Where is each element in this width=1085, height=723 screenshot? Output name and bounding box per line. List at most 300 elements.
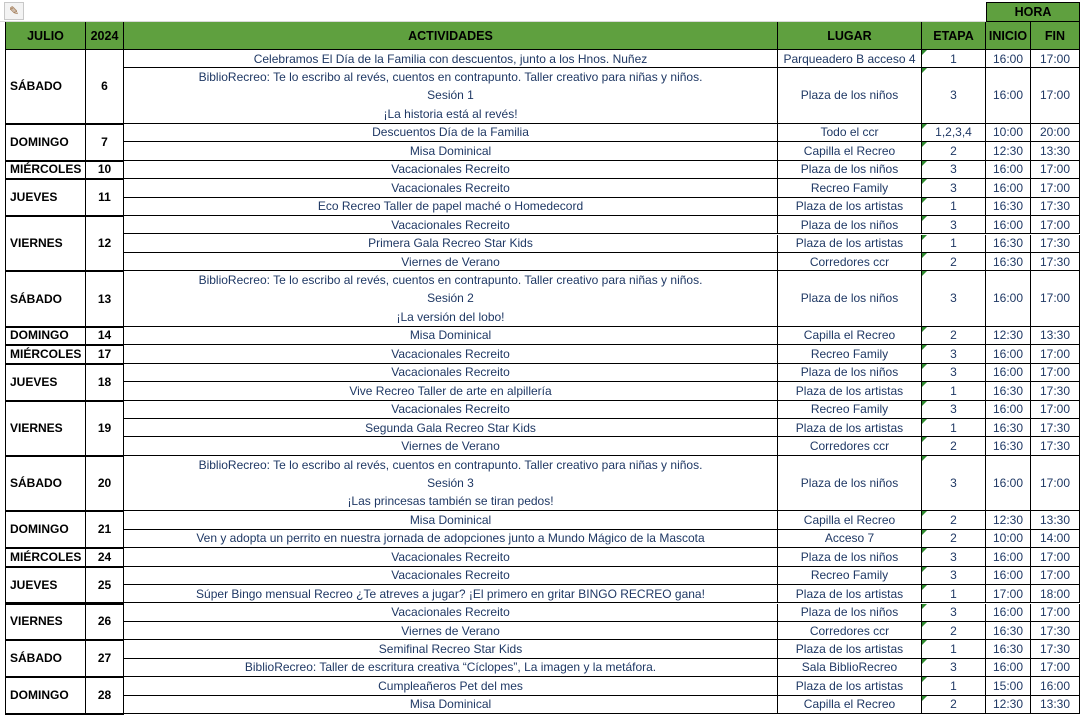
lugar-text: Recreo Family (810, 402, 889, 417)
day-number-cell[interactable] (86, 456, 124, 511)
inicio-cell[interactable] (986, 677, 1031, 695)
etapa-cell[interactable] (922, 179, 986, 197)
fin-cell[interactable] (1031, 622, 1080, 640)
activity-text: Segunda Gala Recreo Star Kids (365, 420, 536, 435)
etapa-cell[interactable] (922, 585, 986, 603)
etapa-cell[interactable] (922, 456, 986, 511)
fin-cell[interactable] (1031, 604, 1080, 622)
fin-text: 17:00 (1039, 605, 1071, 620)
lugar-cell[interactable] (778, 548, 922, 566)
lugar-cell[interactable] (778, 696, 922, 714)
etapa-cell[interactable] (922, 382, 986, 400)
day-number-cell[interactable] (86, 364, 124, 401)
fin-cell[interactable] (1031, 585, 1080, 603)
hora-header[interactable] (986, 2, 1080, 22)
fin-cell[interactable] (1031, 456, 1080, 511)
activity-cell[interactable] (124, 585, 778, 603)
activity-text: Descuentos Día de la Familia (372, 125, 529, 140)
day-number: 24 (97, 549, 112, 564)
fin-text: 17:00 (1039, 162, 1071, 177)
inicio-cell[interactable] (986, 124, 1031, 142)
inicio-cell[interactable] (986, 382, 1031, 400)
lugar-text: Capilla el Recreo (803, 697, 896, 712)
fin-text: 17:30 (1039, 236, 1071, 251)
activity-cell[interactable] (124, 401, 778, 419)
day-number-cell[interactable] (86, 179, 124, 216)
day-name-cell[interactable] (5, 548, 86, 566)
inicio-text: 16:00 (992, 568, 1024, 583)
fin-cell[interactable] (1031, 567, 1080, 585)
etapa-header[interactable] (922, 22, 986, 50)
activity-text: ¡La historia está al revés! (383, 106, 518, 121)
inicio-cell[interactable] (986, 179, 1031, 197)
activity-text: Viernes de Verano (401, 254, 500, 269)
inicio-text: 17:00 (992, 586, 1024, 601)
etapa-text: 3 (950, 402, 957, 417)
lugar-cell[interactable] (778, 456, 922, 511)
inicio-text: 10:00 (992, 125, 1024, 140)
etapa-cell[interactable] (922, 677, 986, 695)
etapa-text: 3 (950, 605, 957, 620)
activity-cell[interactable] (124, 179, 778, 197)
lugar-text: Plaza de los niños (800, 291, 899, 306)
inicio-cell[interactable] (986, 345, 1031, 363)
inicio-text: 12:30 (992, 143, 1024, 158)
etapa-text: 1 (950, 199, 957, 214)
etapa-cell[interactable] (922, 548, 986, 566)
lugar-text: Sala BiblioRecreo (801, 660, 898, 675)
fin-cell[interactable] (1031, 216, 1080, 234)
activity-cell[interactable] (124, 345, 778, 363)
inicio-cell[interactable] (986, 216, 1031, 234)
activity-cell[interactable] (124, 216, 778, 234)
inicio-cell[interactable] (986, 161, 1031, 179)
fin-text: 17:30 (1039, 439, 1071, 454)
day-number: 19 (97, 420, 112, 435)
day-name-cell[interactable] (5, 364, 86, 401)
activity-cell[interactable] (124, 364, 778, 382)
etapa-cell[interactable] (922, 401, 986, 419)
activity-text: ¡Las princesas también se tiran pedos! (347, 494, 554, 509)
lugar-cell[interactable] (778, 382, 922, 400)
activity-cell[interactable] (124, 548, 778, 566)
activity-cell[interactable] (124, 382, 778, 400)
lugar-cell[interactable] (778, 50, 922, 68)
activity-cell[interactable] (124, 511, 778, 529)
lugar-text: Capilla el Recreo (803, 143, 896, 158)
activity-cell[interactable] (124, 677, 778, 695)
day-number-cell[interactable] (86, 640, 124, 677)
etapa-text: 1 (950, 641, 957, 656)
lugar-text: Plaza de los niños (800, 88, 899, 103)
inicio-cell[interactable] (986, 567, 1031, 585)
inicio-cell[interactable] (986, 401, 1031, 419)
lugar-cell[interactable] (778, 253, 922, 271)
fin-cell[interactable] (1031, 198, 1080, 216)
day-number-cell[interactable] (86, 401, 124, 456)
etapa-text: 2 (950, 623, 957, 638)
fin-cell[interactable] (1031, 271, 1080, 326)
etapa-text: 3 (950, 365, 957, 380)
day-number-cell[interactable] (86, 50, 124, 124)
inicio-cell[interactable] (986, 696, 1031, 714)
month-header[interactable] (5, 22, 86, 50)
inicio-text: 16:00 (992, 162, 1024, 177)
lugar-cell[interactable] (778, 161, 922, 179)
inicio-header[interactable] (986, 22, 1031, 50)
inicio-text: 16:00 (992, 475, 1024, 490)
fin-cell[interactable] (1031, 696, 1080, 714)
inicio-cell[interactable] (986, 548, 1031, 566)
lugar-cell[interactable] (778, 622, 922, 640)
day-name: MIÉRCOLES (10, 549, 82, 564)
fin-cell[interactable] (1031, 640, 1080, 658)
year-header[interactable] (86, 22, 124, 50)
fin-cell[interactable] (1031, 419, 1080, 437)
activity-text: Sesión 3 (427, 475, 474, 490)
inicio-text: 16:00 (992, 605, 1024, 620)
activity-text: Vive Recreo Taller de arte en alpillería (349, 383, 552, 398)
inicio-cell[interactable] (986, 50, 1031, 68)
lugar-text: Corredores ccr (809, 254, 890, 269)
activity-cell[interactable] (124, 124, 778, 142)
lugar-text: Plaza de los niños (800, 549, 899, 564)
etapa-text: 2 (950, 143, 957, 158)
etapa-cell[interactable] (922, 271, 986, 326)
etapa-text: 3 (950, 162, 957, 177)
inicio-header-label: INICIO (988, 28, 1028, 43)
lugar-text: Todo el ccr (820, 125, 879, 140)
activity-text: Vacacionales Recreito (391, 180, 510, 195)
day-number-cell[interactable] (86, 161, 124, 179)
activity-text: Vacacionales Recreito (391, 346, 510, 361)
inicio-text: 16:00 (992, 291, 1024, 306)
etapa-cell[interactable] (922, 142, 986, 160)
day-name-cell[interactable] (5, 640, 86, 677)
lugar-cell[interactable] (778, 419, 922, 437)
etapa-cell[interactable] (922, 50, 986, 68)
fin-cell[interactable] (1031, 511, 1080, 529)
day-number-cell[interactable] (86, 271, 124, 326)
fin-cell[interactable] (1031, 161, 1080, 179)
fin-text: 13:30 (1039, 143, 1071, 158)
inicio-cell[interactable] (986, 585, 1031, 603)
activity-text: Primera Gala Recreo Star Kids (368, 236, 533, 251)
etapa-cell[interactable] (922, 437, 986, 455)
format-painter-icon[interactable]: ✎ (4, 2, 24, 20)
day-number: 28 (97, 688, 112, 703)
fin-cell[interactable] (1031, 50, 1080, 68)
inicio-text: 16:30 (992, 623, 1024, 638)
lugar-text: Capilla el Recreo (803, 328, 896, 343)
inicio-text: 16:00 (992, 660, 1024, 675)
lugar-cell[interactable] (778, 530, 922, 548)
inicio-cell[interactable] (986, 68, 1031, 123)
inicio-text: 16:30 (992, 199, 1024, 214)
lugar-cell[interactable] (778, 677, 922, 695)
etapa-cell[interactable] (922, 696, 986, 714)
fin-cell[interactable] (1031, 382, 1080, 400)
activity-cell[interactable] (124, 567, 778, 585)
activity-cell[interactable] (124, 271, 778, 326)
fin-text: 17:30 (1039, 641, 1071, 656)
day-name-cell[interactable] (5, 161, 86, 179)
activity-cell[interactable] (124, 604, 778, 622)
fin-cell[interactable] (1031, 142, 1080, 160)
etapa-text: 3 (950, 549, 957, 564)
etapa-cell[interactable] (922, 659, 986, 677)
day-number: 25 (97, 577, 112, 592)
etapa-text: 3 (950, 217, 957, 232)
day-name: VIERNES (10, 236, 63, 251)
fin-text: 17:00 (1039, 549, 1071, 564)
day-name-cell[interactable] (5, 327, 86, 345)
inicio-cell[interactable] (986, 327, 1031, 345)
inicio-text: 12:30 (992, 697, 1024, 712)
day-number-cell[interactable] (86, 345, 124, 363)
inicio-text: 16:00 (992, 365, 1024, 380)
activity-cell[interactable] (124, 327, 778, 345)
inicio-text: 16:00 (992, 549, 1024, 564)
lugar-text: Plaza de los niños (800, 475, 899, 490)
inicio-cell[interactable] (986, 604, 1031, 622)
day-name: VIERNES (10, 614, 63, 629)
etapa-cell[interactable] (922, 567, 986, 585)
day-number-cell[interactable] (86, 677, 124, 714)
fin-cell[interactable] (1031, 401, 1080, 419)
day-name-cell[interactable] (5, 567, 86, 604)
inicio-cell[interactable] (986, 198, 1031, 216)
day-number-cell[interactable] (86, 327, 124, 345)
fin-text: 17:00 (1039, 51, 1071, 66)
activity-cell[interactable] (124, 437, 778, 455)
etapa-cell[interactable] (922, 364, 986, 382)
etapa-cell[interactable] (922, 68, 986, 123)
etapa-cell[interactable] (922, 530, 986, 548)
activity-text: Vacacionales Recreito (391, 568, 510, 583)
day-name: MIÉRCOLES (10, 346, 82, 361)
day-name-cell[interactable] (5, 511, 86, 548)
day-name-cell[interactable] (5, 677, 86, 714)
lugar-text: Plaza de los niños (800, 162, 899, 177)
day-name-cell[interactable] (5, 345, 86, 363)
inicio-cell[interactable] (986, 640, 1031, 658)
lugar-cell[interactable] (778, 364, 922, 382)
day-name: JUEVES (10, 374, 58, 389)
lugar-cell[interactable] (778, 327, 922, 345)
etapa-text: 2 (950, 697, 957, 712)
activity-text: Vacacionales Recreito (391, 365, 510, 380)
lugar-cell[interactable] (778, 604, 922, 622)
inicio-cell[interactable] (986, 622, 1031, 640)
etapa-cell[interactable] (922, 253, 986, 271)
lugar-cell[interactable] (778, 179, 922, 197)
day-number-cell[interactable] (86, 216, 124, 271)
etapa-text: 2 (950, 531, 957, 546)
hora-label: HORA (1014, 5, 1052, 19)
activity-text: Vacacionales Recreito (391, 217, 510, 232)
etapa-cell[interactable] (922, 235, 986, 253)
inicio-cell[interactable] (986, 419, 1031, 437)
activity-cell[interactable] (124, 622, 778, 640)
lugar-cell[interactable] (778, 345, 922, 363)
lugar-cell[interactable] (778, 216, 922, 234)
day-name-cell[interactable] (5, 604, 86, 641)
day-group-border (5, 713, 124, 715)
etapa-cell[interactable] (922, 124, 986, 142)
day-number-cell[interactable] (86, 548, 124, 566)
activity-cell[interactable] (124, 68, 778, 123)
inicio-text: 16:00 (992, 88, 1024, 103)
fin-cell[interactable] (1031, 235, 1080, 253)
activity-cell[interactable] (124, 419, 778, 437)
lugar-text: Plaza de los artistas (795, 236, 904, 251)
inicio-cell[interactable] (986, 437, 1031, 455)
activity-cell[interactable] (124, 696, 778, 714)
inicio-text: 16:00 (992, 217, 1024, 232)
fin-cell[interactable] (1031, 659, 1080, 677)
lugar-cell[interactable] (778, 567, 922, 585)
activity-cell[interactable] (124, 456, 778, 511)
fin-text: 13:30 (1039, 697, 1071, 712)
activity-cell[interactable] (124, 198, 778, 216)
fin-text: 20:00 (1039, 125, 1071, 140)
fin-cell[interactable] (1031, 530, 1080, 548)
fin-text: 17:30 (1039, 254, 1071, 269)
fin-text: 17:00 (1039, 291, 1071, 306)
fin-header-label: FIN (1044, 28, 1066, 43)
inicio-cell[interactable] (986, 659, 1031, 677)
activity-cell[interactable] (124, 659, 778, 677)
lugar-cell[interactable] (778, 640, 922, 658)
lugar-header[interactable] (778, 22, 922, 50)
lugar-text: Plaza de los artistas (795, 641, 904, 656)
lugar-text: Acceso 7 (824, 531, 875, 546)
month-header-label: JULIO (27, 28, 64, 43)
day-number-cell[interactable] (86, 604, 124, 641)
fin-text: 17:00 (1039, 346, 1071, 361)
etapa-text: 3 (950, 660, 957, 675)
inicio-cell[interactable] (986, 530, 1031, 548)
lugar-cell[interactable] (778, 585, 922, 603)
etapa-text: 1 (950, 51, 957, 66)
fin-text: 17:00 (1039, 180, 1071, 195)
lugar-cell[interactable] (778, 124, 922, 142)
etapa-cell[interactable] (922, 419, 986, 437)
activity-cell[interactable] (124, 530, 778, 548)
day-name-cell[interactable] (5, 216, 86, 271)
activity-text: Vacacionales Recreito (391, 162, 510, 177)
fin-text: 17:30 (1039, 623, 1071, 638)
fin-text: 13:30 (1039, 512, 1071, 527)
day-number: 26 (97, 614, 112, 629)
fin-header[interactable] (1031, 22, 1080, 50)
day-name-cell[interactable] (5, 50, 86, 124)
lugar-cell[interactable] (778, 659, 922, 677)
inicio-cell[interactable] (986, 253, 1031, 271)
day-name: JUEVES (10, 577, 58, 592)
etapa-cell[interactable] (922, 622, 986, 640)
etapa-cell[interactable] (922, 327, 986, 345)
fin-cell[interactable] (1031, 548, 1080, 566)
day-number-cell[interactable] (86, 567, 124, 604)
etapa-cell[interactable] (922, 198, 986, 216)
lugar-cell[interactable] (778, 142, 922, 160)
activity-cell[interactable] (124, 50, 778, 68)
lugar-text: Plaza de los artistas (795, 678, 904, 693)
day-number: 6 (101, 79, 108, 94)
lugar-cell[interactable] (778, 271, 922, 326)
day-name: MIÉRCOLES (10, 162, 82, 177)
inicio-cell[interactable] (986, 271, 1031, 326)
fin-cell[interactable] (1031, 345, 1080, 363)
etapa-cell[interactable] (922, 345, 986, 363)
fin-cell[interactable] (1031, 437, 1080, 455)
activity-text: Vacacionales Recreito (391, 549, 510, 564)
fin-cell[interactable] (1031, 327, 1080, 345)
etapa-cell[interactable] (922, 640, 986, 658)
activity-cell[interactable] (124, 142, 778, 160)
fin-cell[interactable] (1031, 677, 1080, 695)
day-number-cell[interactable] (86, 124, 124, 161)
lugar-text: Plaza de los artistas (795, 586, 904, 601)
lugar-cell[interactable] (778, 68, 922, 123)
activity-text: Súper Bingo mensual Recreo ¿Te atreves a jugar? ¡El primero en gritar BINGO RECREO gana! (196, 586, 705, 601)
activity-cell[interactable] (124, 640, 778, 658)
lugar-cell[interactable] (778, 437, 922, 455)
activity-text: ¡La versión del lobo! (396, 309, 505, 324)
inicio-cell[interactable] (986, 511, 1031, 529)
day-name-cell[interactable] (5, 179, 86, 216)
lugar-cell[interactable] (778, 235, 922, 253)
fin-text: 17:30 (1039, 420, 1071, 435)
actividades-header[interactable] (124, 22, 778, 50)
activity-cell[interactable] (124, 235, 778, 253)
activity-cell[interactable] (124, 161, 778, 179)
fin-cell[interactable] (1031, 364, 1080, 382)
lugar-cell[interactable] (778, 198, 922, 216)
inicio-cell[interactable] (986, 235, 1031, 253)
lugar-cell[interactable] (778, 401, 922, 419)
day-number-cell[interactable] (86, 511, 124, 548)
fin-cell[interactable] (1031, 124, 1080, 142)
day-name-cell[interactable] (5, 456, 86, 511)
activity-text: Semifinal Recreo Star Kids (378, 641, 523, 656)
activity-text: Eco Recreo Taller de papel maché o Homedecord (317, 199, 584, 214)
day-name-cell[interactable] (5, 271, 86, 326)
day-name: DOMINGO (10, 688, 69, 703)
fin-cell[interactable] (1031, 179, 1080, 197)
fin-cell[interactable] (1031, 253, 1080, 271)
inicio-cell[interactable] (986, 456, 1031, 511)
etapa-cell[interactable] (922, 604, 986, 622)
day-number: 14 (97, 328, 112, 343)
fin-text: 17:30 (1039, 199, 1071, 214)
etapa-cell[interactable] (922, 511, 986, 529)
activity-cell[interactable] (124, 253, 778, 271)
etapa-cell[interactable] (922, 161, 986, 179)
lugar-cell[interactable] (778, 511, 922, 529)
day-name-cell[interactable] (5, 124, 86, 161)
activity-text: Ven y adopta un perrito en nuestra jornada de adopciones junto a Mundo Mágico de la Mascota (196, 531, 705, 546)
fin-cell[interactable] (1031, 68, 1080, 123)
etapa-text: 1 (950, 383, 957, 398)
inicio-cell[interactable] (986, 364, 1031, 382)
day-name-cell[interactable] (5, 401, 86, 456)
day-number: 27 (97, 651, 112, 666)
inicio-cell[interactable] (986, 142, 1031, 160)
etapa-cell[interactable] (922, 216, 986, 234)
